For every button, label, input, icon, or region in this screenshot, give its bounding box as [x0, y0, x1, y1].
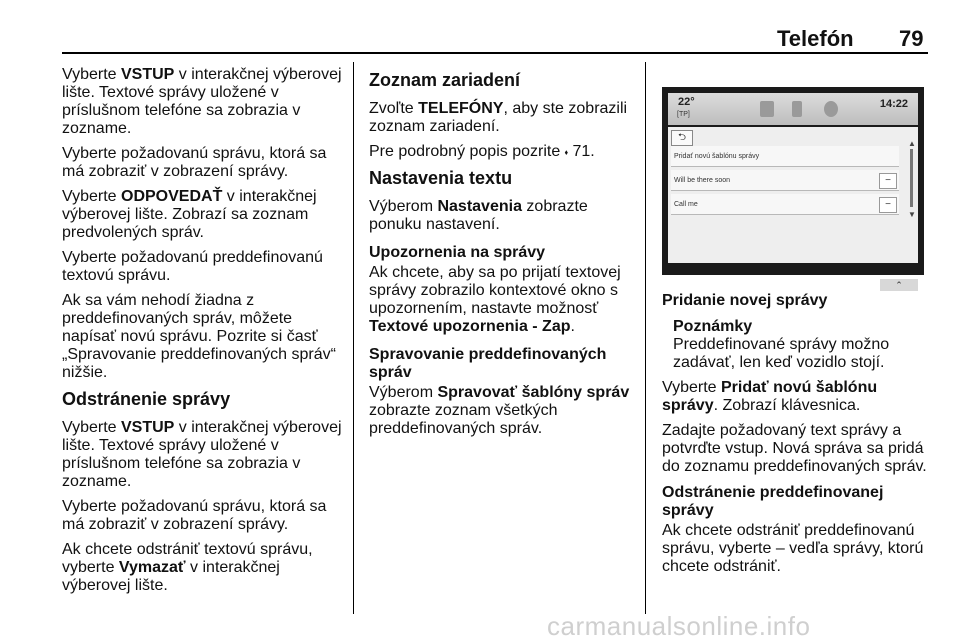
chevron-down-icon: ▼: [908, 210, 916, 219]
tp-indicator: [TP]: [677, 111, 690, 118]
template-row: Will be there soon −: [671, 170, 899, 191]
subsection-heading: Pridanie novej správy: [662, 292, 828, 309]
seat-icon: [760, 101, 774, 117]
paragraph: Vyberte Pridať novú šablónu správy. Zobrazí klávesnica.: [662, 379, 878, 414]
minus-icon: −: [879, 197, 897, 213]
back-arrow-icon: ⮌: [671, 130, 693, 146]
page-number: 79: [899, 26, 924, 51]
paragraph: Ak chcete odstrániť preddefinovanú správu, vyberte – vedľa správy, ktorú chcete odstrániť.: [662, 522, 924, 575]
paragraph: Vyberte VSTUP v interakčnej výberovej lište. Textové správy uložené v príslušnom telefóne sa zobrazia v zozname.: [62, 66, 342, 137]
paragraph: Zvoľte TELEFÓNY, aby ste zobrazili zoznam zariadení.: [369, 100, 628, 135]
phone-icon: [792, 101, 802, 117]
template-row: Call me −: [671, 194, 899, 215]
paragraph: Vyberte požadovanú preddefinovanú textovú správu.: [62, 249, 323, 284]
paragraph: Ak sa vám nehodí žiadna z preddefinovaných správ, môžete napísať novú správu. Pozrite si časť „Spravovanie preddefinovaných správ“ nižšie.: [62, 292, 336, 381]
screen-status-bar: [668, 93, 918, 125]
column-divider-2: [645, 62, 646, 614]
header-rule: [62, 52, 928, 54]
section-heading: Zoznam zariadení: [369, 70, 521, 90]
header-title: Telefón: [777, 26, 854, 51]
paragraph: Vyberte požadovanú správu, ktorá sa má zobraziť v zobrazení správy.: [62, 145, 327, 180]
section-heading: Nastavenia textu: [369, 168, 513, 188]
note-box: [673, 318, 930, 372]
chevron-up-icon: ▲: [908, 139, 916, 148]
paragraph: Ak chcete odstrániť textovú správu, vyberte Vymazať v interakčnej výberovej lište.: [62, 541, 313, 594]
column-divider-1: [353, 62, 354, 614]
note-text: Preddefinované správy možno zadávať, len keď vozidlo stojí.: [673, 336, 890, 371]
paragraph: Zadajte požadovaný text správy a potvrďte vstup. Nová správa sa pridá do zoznamu preddefinovaných správ.: [662, 422, 927, 475]
infotainment-screen-image: [662, 87, 924, 290]
paragraph: Vyberte VSTUP v interakčnej výberovej lište. Textové správy uložené v príslušnom telefóne sa zobrazia v zozname.: [62, 419, 342, 490]
paragraph: Vyberte ODPOVEDAŤ v interakčnej výberovej lište. Zobrazí sa zoznam predvolených správ.: [62, 188, 317, 241]
scrollbar: [910, 149, 913, 207]
media-icon: [824, 101, 838, 117]
message-template-panel: [668, 127, 918, 290]
minus-icon: −: [879, 173, 897, 189]
expand-chevron-icon: ⌃: [880, 279, 918, 291]
clock-readout: 14:22: [879, 98, 908, 110]
column-2: [369, 66, 639, 445]
note-title: Poznámky: [673, 318, 753, 335]
paragraph: Výberom Nastavenia zobrazte ponuku nastavení.: [369, 198, 588, 233]
paragraph: Ak chcete, aby sa po prijatí textovej správy zobrazilo kontextové okno s upozornením, nastavte možnosť Textové upozornenia - Zap.: [369, 264, 621, 335]
paragraph: Pre podrobný popis pozrite ⬪ 71.: [369, 143, 639, 161]
temperature-readout: 22°: [678, 96, 695, 108]
column-1: [62, 66, 348, 602]
subsection-heading: Upozornenia na správy: [369, 244, 546, 261]
column-3: [662, 292, 930, 583]
watermark: carmanualsonline.info: [547, 611, 811, 641]
subsection-heading: Spravovanie preddefinovaných správ: [369, 346, 607, 381]
paragraph: Výberom Spravovať šablóny správ zobrazte zoznam všetkých preddefinovaných správ.: [369, 384, 630, 437]
add-template-row: Pridať novú šablónu správy: [671, 146, 899, 167]
subsection-heading: Odstránenie preddefinovanej správy: [662, 484, 884, 519]
paragraph: Vyberte požadovanú správu, ktorá sa má zobraziť v zobrazení správy.: [62, 498, 327, 533]
section-heading: Odstránenie správy: [62, 389, 231, 409]
